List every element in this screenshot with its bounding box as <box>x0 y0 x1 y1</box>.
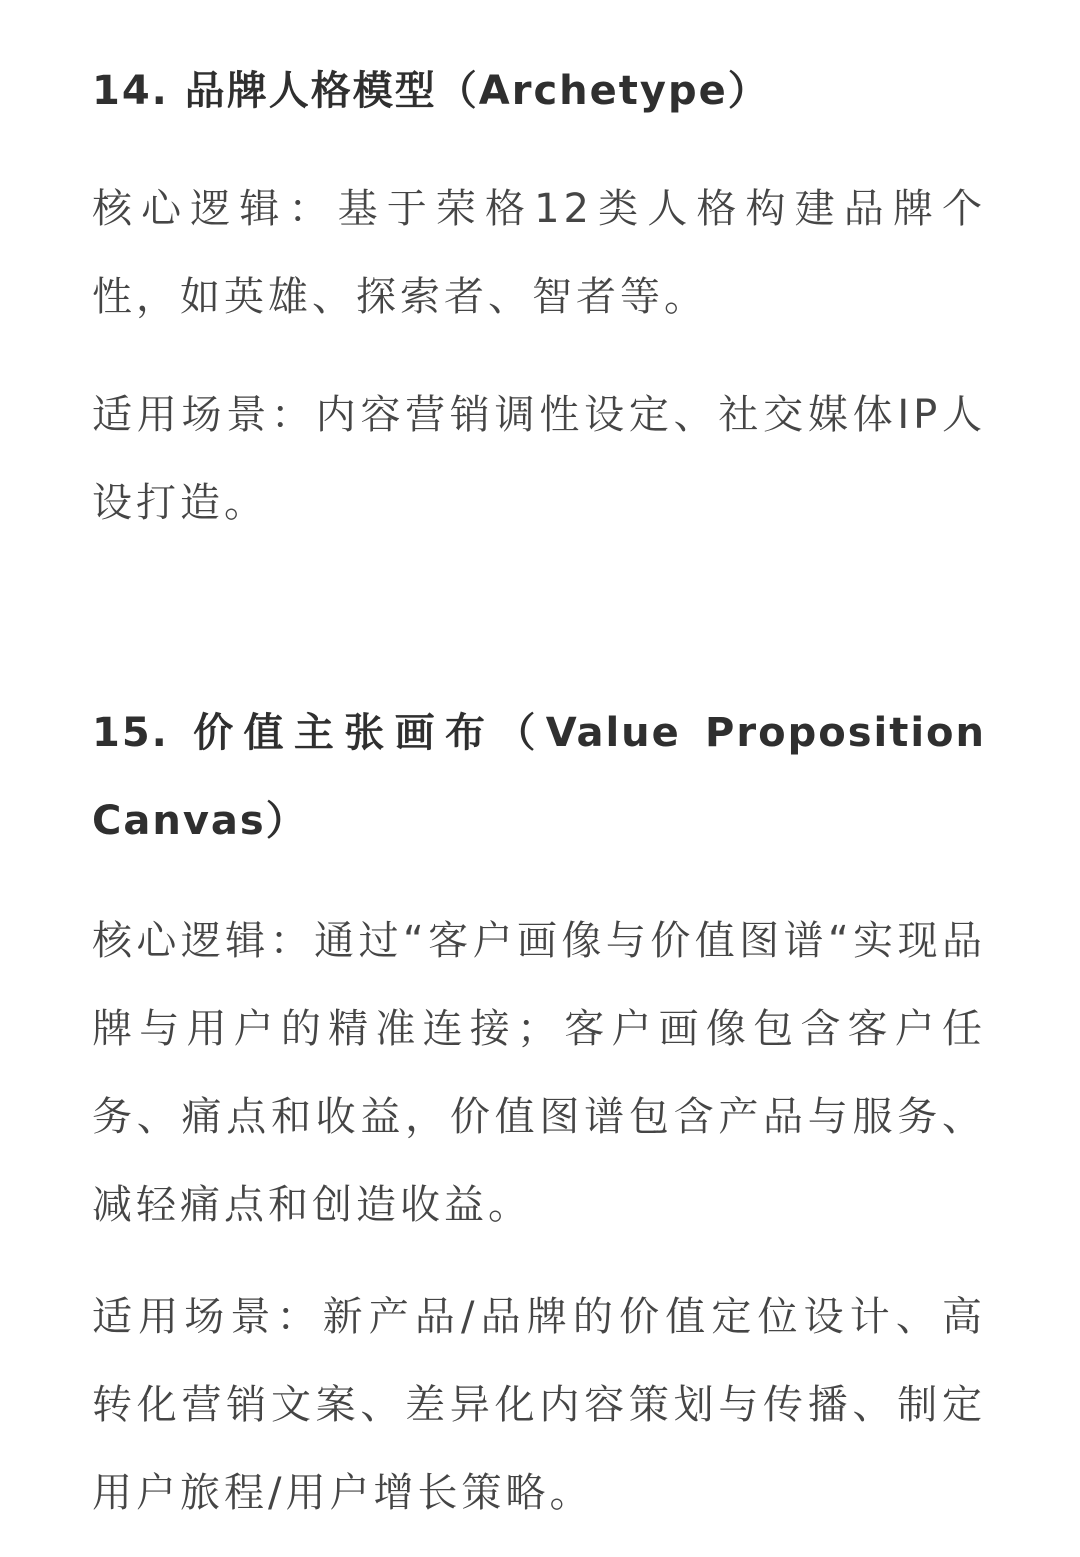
scenarios-paragraph: 适用场景：新产品/品牌的价值定位设计、高转化营销文案、差异化内容策划与传播、制定用户旅程/用户增长策略。 <box>92 1294 986 1516</box>
scenarios-paragraph: 适用场景：内容营销调性设定、社交媒体IP人设打造。 <box>92 392 986 526</box>
core-logic-paragraph: 核心逻辑：通过“客户画像与价值图谱“实现品牌与用户的精准连接；客户画像包含客户任务、痛点和收益，价值图谱包含产品与服务、减轻痛点和创造收益。 <box>92 918 986 1228</box>
section-title: 15. 价值主张画布（Value Proposition Canvas） <box>92 710 986 844</box>
article-content <box>92 0 986 1537</box>
section-title: 14. 品牌人格模型（Archetype） <box>92 68 770 114</box>
section-value-proposition-canvas <box>92 689 986 1537</box>
section-archetype <box>92 47 986 547</box>
core-logic-paragraph: 核心逻辑：基于荣格12类人格构建品牌个性，如英雄、探索者、智者等。 <box>92 186 986 320</box>
